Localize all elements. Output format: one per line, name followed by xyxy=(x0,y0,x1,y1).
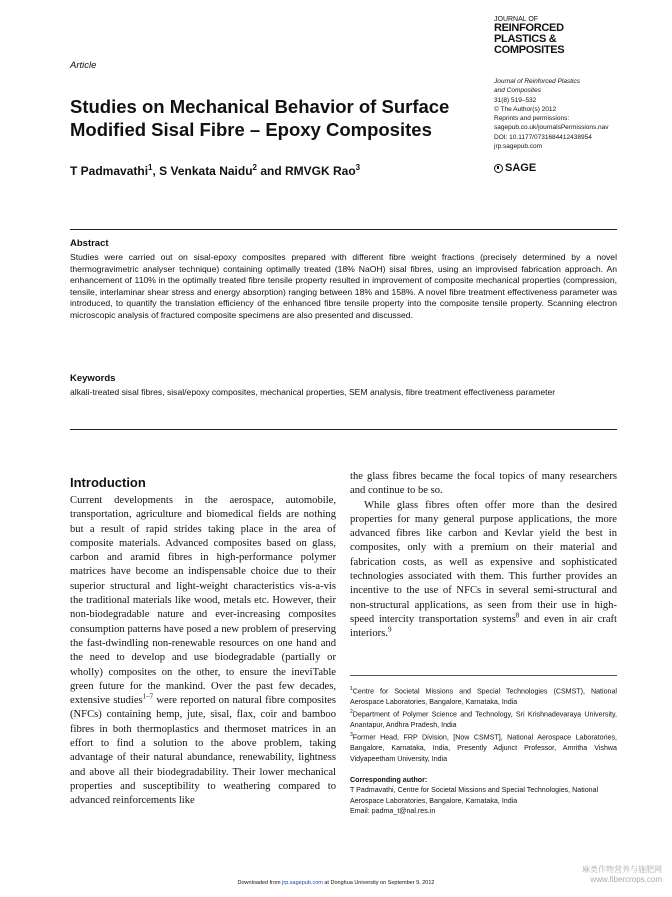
journal-logo-line: REINFORCED xyxy=(494,22,564,34)
sage-icon xyxy=(494,164,503,173)
abstract-text: Studies were carried out on sisal-epoxy composites prepared with different fibre weight fractions (precisely determined by a novel thermogravimetric analyser technique) containing optimally treated (18% NaOH) sisal fibres, using an improvised fabrication approach. An enhancement of 110% in the optimally treated fibre tensile property resulted in improvement of composite mechanical properties (compression, tensile, interlaminar shear stress and energy absorption) ranging between 18% and 158%. A novel fibre treatment effectiveness parameter was introduced, to quantify the translation efficiency of the enhanced fibre tensile property into the composite tensile property. Scanning electron microscopic analysis of fractured composite specimens are also presented and discussed. xyxy=(70,252,617,320)
body-text: Current developments in the aerospace, automobile, transportation, agriculture and biomedical fields are nothing but a result of rapid strides taking place in the area of composite materials. Advanced composites based on glass, carbon and aramid fibres in high-performance polymer matrices have become an indispensable choice due to their superior structural and light-weight characteristics vis-a-vis the traditional materials like wood, metals etc. However, their non-biodegradable nature and ever-increasing composites consumption patterns have posed a new problem of preserving the fast-dwindling non-renewable resources on one hand and the need to develop and use biodegradable (partially or wholly) composites on the other, to ensure the ineviTable green future for the mankind. Over the past few decades, extensive studies xyxy=(70,495,336,707)
body-text: While glass fibres often offer more than the desired properties for many general purpose applications, the more advanced fibres like carbon and Kevlar yield the best in composites, only with a premium on their material and fabrication costs, as well as expensive and sophisticated technologies associated with them. This further provides an incentive to the use of NFCs in several semi-structural and non-structural applications, as seen from their use in high-speed intercity transportation systems xyxy=(350,499,617,625)
affiliation-mark: 2 xyxy=(350,709,353,716)
watermark-line: 麻类作物营养与施肥网 xyxy=(582,865,662,874)
affiliation-footnotes xyxy=(350,684,617,764)
body-text: were reported on natural fibre composites (NFCs) containing hemp, jute, sisal, flax, coir and bamboo fibres in both thermoplastics and thermoset matrices in an effort to find a solution to the above problem, taking advantage of their natural abundance, renewability, lightness and above all their biodegradability. Their lower mechanical properties and susceptibility to weathering compared to advanced reinforcements like xyxy=(70,695,336,807)
corresponding-email[interactable]: Email: padma_t@nal.res.in xyxy=(350,807,436,816)
journal-volume: 31(8) 519–532 xyxy=(494,96,537,104)
doi: DOI: 10.1177/0731684412438954 xyxy=(494,133,592,141)
section-heading-introduction: Introduction xyxy=(70,475,146,490)
journal-logo-small: JOURNAL OF xyxy=(494,16,539,23)
download-suffix: at Donghua University on September 9, 2012 xyxy=(322,880,435,886)
author-affiliation-mark: 2 xyxy=(252,163,257,172)
journal-logo-line: COMPOSITES xyxy=(494,44,565,56)
affiliation-text: Department of Polymer Science and Technology, Sri Krishnadevaraya University, Anantapur, Andhra Pradesh, India xyxy=(350,710,617,729)
citation-ref: 9 xyxy=(387,625,392,634)
citation-ref: 1–7 xyxy=(142,692,154,701)
journal-meta xyxy=(494,77,609,151)
author-list xyxy=(70,163,360,178)
affiliation-mark: 1 xyxy=(350,686,353,692)
affiliation-note xyxy=(350,707,617,730)
download-notice xyxy=(0,880,672,886)
watermark-line: www.fibercrops.com xyxy=(590,875,662,884)
footnote-divider xyxy=(350,675,617,676)
journal-logo xyxy=(494,16,564,56)
download-link[interactable]: jrp.sagepub.com xyxy=(282,880,323,886)
paper-title: Studies on Mechanical Behavior of Surface Modified Sisal Fibre – Epoxy Composites xyxy=(70,96,450,140)
author-affiliation-mark: 1 xyxy=(148,163,153,172)
body-text: the glass fibres became the focal topics of many researchers and continue to be so. xyxy=(350,471,617,497)
abstract-heading: Abstract xyxy=(70,238,109,249)
publisher-name: SAGE xyxy=(505,162,537,174)
affiliation-text: Centre for Societal Missions and Special Technologies (CSMST), National Aerospace Laboratories, Bangalore, Karnataka, India xyxy=(350,687,617,706)
reprints-link[interactable]: sagepub.co.uk/journalsPermissions.nav xyxy=(494,124,609,132)
article-type-label: Article xyxy=(70,60,97,71)
author-name: T Padmavathi xyxy=(70,164,149,178)
citation-ref: 8 xyxy=(515,611,520,620)
author-affiliation-mark: 3 xyxy=(355,163,361,172)
download-prefix: Downloaded from xyxy=(237,880,283,886)
watermark xyxy=(582,865,662,885)
publisher-logo xyxy=(494,162,536,174)
corresponding-heading: Corresponding author: xyxy=(350,776,428,784)
keywords-heading: Keywords xyxy=(70,373,116,384)
journal-name: Journal of Reinforced Plastics xyxy=(494,78,580,85)
affiliation-note xyxy=(350,684,617,707)
affiliation-note xyxy=(350,730,617,764)
affiliation-mark: 3 xyxy=(350,732,353,739)
author-separator: , xyxy=(152,164,160,178)
body-column-left xyxy=(70,494,336,809)
corresponding-address: T Padmavathi, Centre for Societal Missions and Special Technologies, National Aerospace Laboratories, Bangalore, Karnataka, India xyxy=(350,786,599,805)
keywords-text: alkali-treated sisal fibres, sisal/epoxy composites, mechanical properties, SEM analysis, fibre treatment effectiveness parameter xyxy=(70,387,556,397)
body-text: and even in air craft interiors. xyxy=(350,613,617,640)
divider xyxy=(70,229,617,230)
affiliation-text: Former Head, FRP Division, [Now CSMST], National Aerospace Laboratories, Bangalore, Karnataka, India, Presently Adjunct Professor, Amritha Vishwa Vidyapeetham University, India xyxy=(350,733,617,763)
reprints-label: Reprints and permissions: xyxy=(494,115,570,123)
journal-name: and Composites xyxy=(494,87,541,95)
corresponding-author xyxy=(350,775,617,817)
journal-site-link[interactable]: jrp.sagepub.com xyxy=(494,143,543,151)
author-name: RMVGK Rao xyxy=(285,164,356,178)
journal-logo-line: PLASTICS & xyxy=(494,33,557,45)
author-separator: and xyxy=(256,164,285,178)
divider xyxy=(70,429,617,430)
copyright: © The Author(s) 2012 xyxy=(494,105,557,113)
body-column-right xyxy=(350,470,617,642)
author-name: S Venkata Naidu xyxy=(159,164,253,178)
